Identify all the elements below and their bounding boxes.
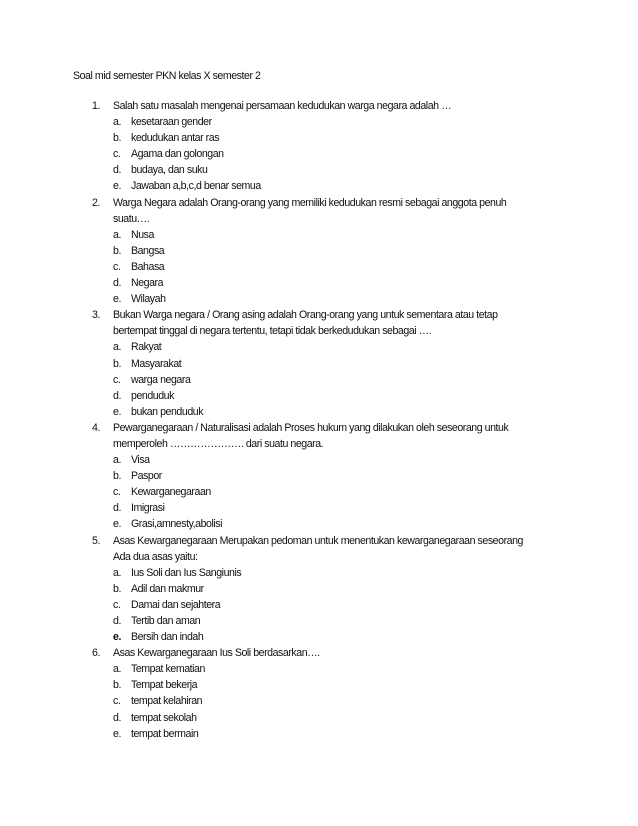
- answer-option: [0, 227, 638, 243]
- option-text: tempat bermain: [131, 727, 199, 740]
- option-letter: b.: [113, 132, 121, 145]
- question-list: [0, 98, 638, 742]
- option-text: Kewarganegaraan: [131, 486, 211, 499]
- question-text: Bukan Warga negara / Orang asing adalah Orang-orang yang untuk sementara atau tetap bertempat tinggal di negara tertentu, tetapi tidak berkedudukan sebagai ….: [113, 309, 498, 338]
- question-number: 3.: [92, 309, 100, 322]
- question-number: 2.: [92, 196, 100, 209]
- option-text: tempat sekolah: [131, 711, 197, 724]
- option-text: bukan penduduk: [131, 405, 204, 418]
- answer-option: [0, 356, 638, 372]
- answer-option: [0, 178, 638, 194]
- option-letter: b.: [113, 679, 121, 692]
- answer-option: [0, 372, 638, 388]
- answer-option: [0, 130, 638, 146]
- question-item: [0, 195, 638, 308]
- option-text: Masyarakat: [131, 357, 182, 370]
- option-letter: d.: [113, 615, 121, 627]
- option-letter: c.: [113, 695, 121, 708]
- option-text: kesetaraan gender: [131, 116, 212, 129]
- option-text: budaya, dan suku: [131, 164, 208, 177]
- answer-options: [0, 452, 638, 532]
- option-letter: c.: [113, 373, 121, 386]
- answer-option: [0, 275, 638, 291]
- option-letter: b.: [113, 357, 121, 370]
- question-text: Asas Kewarganegaraan Ius Soli berdasarkan….: [113, 647, 320, 660]
- option-letter: a.: [113, 566, 121, 579]
- answer-options: [0, 661, 638, 741]
- answer-option: [0, 516, 638, 532]
- answer-option: [0, 452, 638, 468]
- question-item: [0, 645, 638, 742]
- option-text: Damai dan sejahtera: [131, 598, 221, 611]
- question-number: 5.: [92, 534, 100, 547]
- option-text: Nusa: [131, 228, 154, 241]
- option-letter: b.: [113, 244, 121, 257]
- question-text: Asas Kewarganegaraan Merupakan pedoman untuk menentukan kewarganegaraan seseorang Ada dua asas yaitu:: [113, 534, 523, 563]
- option-letter: d.: [113, 389, 121, 402]
- option-text: penduduk: [131, 389, 174, 402]
- answer-option: [0, 162, 638, 178]
- answer-option: [0, 468, 638, 484]
- answer-option: [0, 291, 638, 307]
- question-number: 4.: [92, 421, 100, 434]
- answer-option: [0, 484, 638, 500]
- option-text: Tempat bekerja: [131, 679, 198, 692]
- answer-option: [0, 565, 638, 581]
- answer-option: [0, 259, 638, 275]
- question-item: [0, 533, 638, 646]
- option-text: Bahasa: [131, 260, 165, 273]
- question-text: Warga Negara adalah Orang-orang yang memiliki kedudukan resmi sebagai anggota penuh suatu….: [113, 196, 507, 225]
- option-text: Wilayah: [131, 293, 166, 306]
- answer-options: [0, 114, 638, 194]
- option-text: warga negara: [131, 373, 191, 386]
- answer-options: [0, 339, 638, 419]
- option-text: tempat kelahiran: [131, 695, 203, 708]
- option-text: Jawaban a,b,c,d benar semua: [131, 180, 261, 193]
- option-text: Imigrasi: [131, 502, 165, 515]
- question-item: [0, 307, 638, 420]
- question-item: [0, 98, 638, 195]
- answer-option: [0, 693, 638, 709]
- option-letter: e.: [113, 631, 121, 644]
- option-text: Rakyat: [131, 341, 162, 354]
- option-text: Grasi,amnesty,abolisi: [131, 518, 223, 531]
- option-text: kedudukan antar ras: [131, 132, 220, 145]
- option-letter: d.: [113, 711, 121, 724]
- answer-option: [0, 114, 638, 130]
- option-text: Agama dan golongan: [131, 148, 224, 161]
- option-letter: b.: [113, 470, 121, 483]
- answer-options: [0, 565, 638, 645]
- answer-option: [0, 661, 638, 677]
- answer-option: [0, 404, 638, 420]
- question-text: Salah satu masalah mengenai persamaan kedudukan warga negara adalah …: [113, 100, 452, 112]
- answer-option: [0, 597, 638, 613]
- answer-option: [0, 710, 638, 726]
- answer-option: [0, 500, 638, 516]
- option-letter: d.: [113, 277, 121, 290]
- option-letter: a.: [113, 454, 121, 467]
- option-letter: a.: [113, 663, 121, 676]
- option-letter: a.: [113, 228, 121, 241]
- option-letter: d.: [113, 502, 121, 515]
- question-item: [0, 420, 638, 533]
- option-letter: c.: [113, 486, 121, 499]
- option-text: Tertib dan aman: [131, 615, 201, 627]
- answer-option: [0, 677, 638, 693]
- option-text: Tempat kematian: [131, 663, 205, 676]
- answer-option: [0, 388, 638, 404]
- option-letter: e.: [113, 727, 121, 740]
- question-number: 6.: [92, 647, 100, 660]
- option-text: Paspor: [131, 470, 162, 483]
- answer-option: [0, 146, 638, 162]
- option-letter: c.: [113, 598, 121, 611]
- question-number: 1.: [92, 100, 100, 112]
- option-letter: a.: [113, 116, 121, 129]
- option-text: Negara: [131, 277, 164, 290]
- option-text: Ius Soli dan Ius Sangiunis: [131, 566, 242, 579]
- option-letter: c.: [113, 148, 121, 161]
- answer-option: [0, 629, 638, 645]
- option-text: Bangsa: [131, 244, 165, 257]
- answer-option: [0, 726, 638, 742]
- answer-option: [0, 581, 638, 597]
- question-text: Pewarganegaraan / Naturalisasi adalah Proses hukum yang dilakukan oleh seseorang untuk memperoleh …………………. dari suatu negara.: [113, 421, 509, 450]
- option-letter: a.: [113, 341, 121, 354]
- option-letter: d.: [113, 164, 121, 177]
- answer-option: [0, 339, 638, 355]
- document-title: Soal mid semester PKN kelas X semester 2: [73, 70, 261, 82]
- option-letter: e.: [113, 293, 121, 306]
- answer-option: [0, 243, 638, 259]
- option-letter: b.: [113, 582, 121, 595]
- option-letter: e.: [113, 405, 121, 418]
- option-letter: c.: [113, 260, 121, 273]
- option-text: Bersih dan indah: [131, 631, 204, 644]
- option-letter: e.: [113, 180, 121, 193]
- option-text: Visa: [131, 454, 150, 467]
- option-text: Adil dan makmur: [131, 582, 204, 595]
- answer-option: [0, 613, 638, 629]
- answer-options: [0, 227, 638, 307]
- option-letter: e.: [113, 518, 121, 531]
